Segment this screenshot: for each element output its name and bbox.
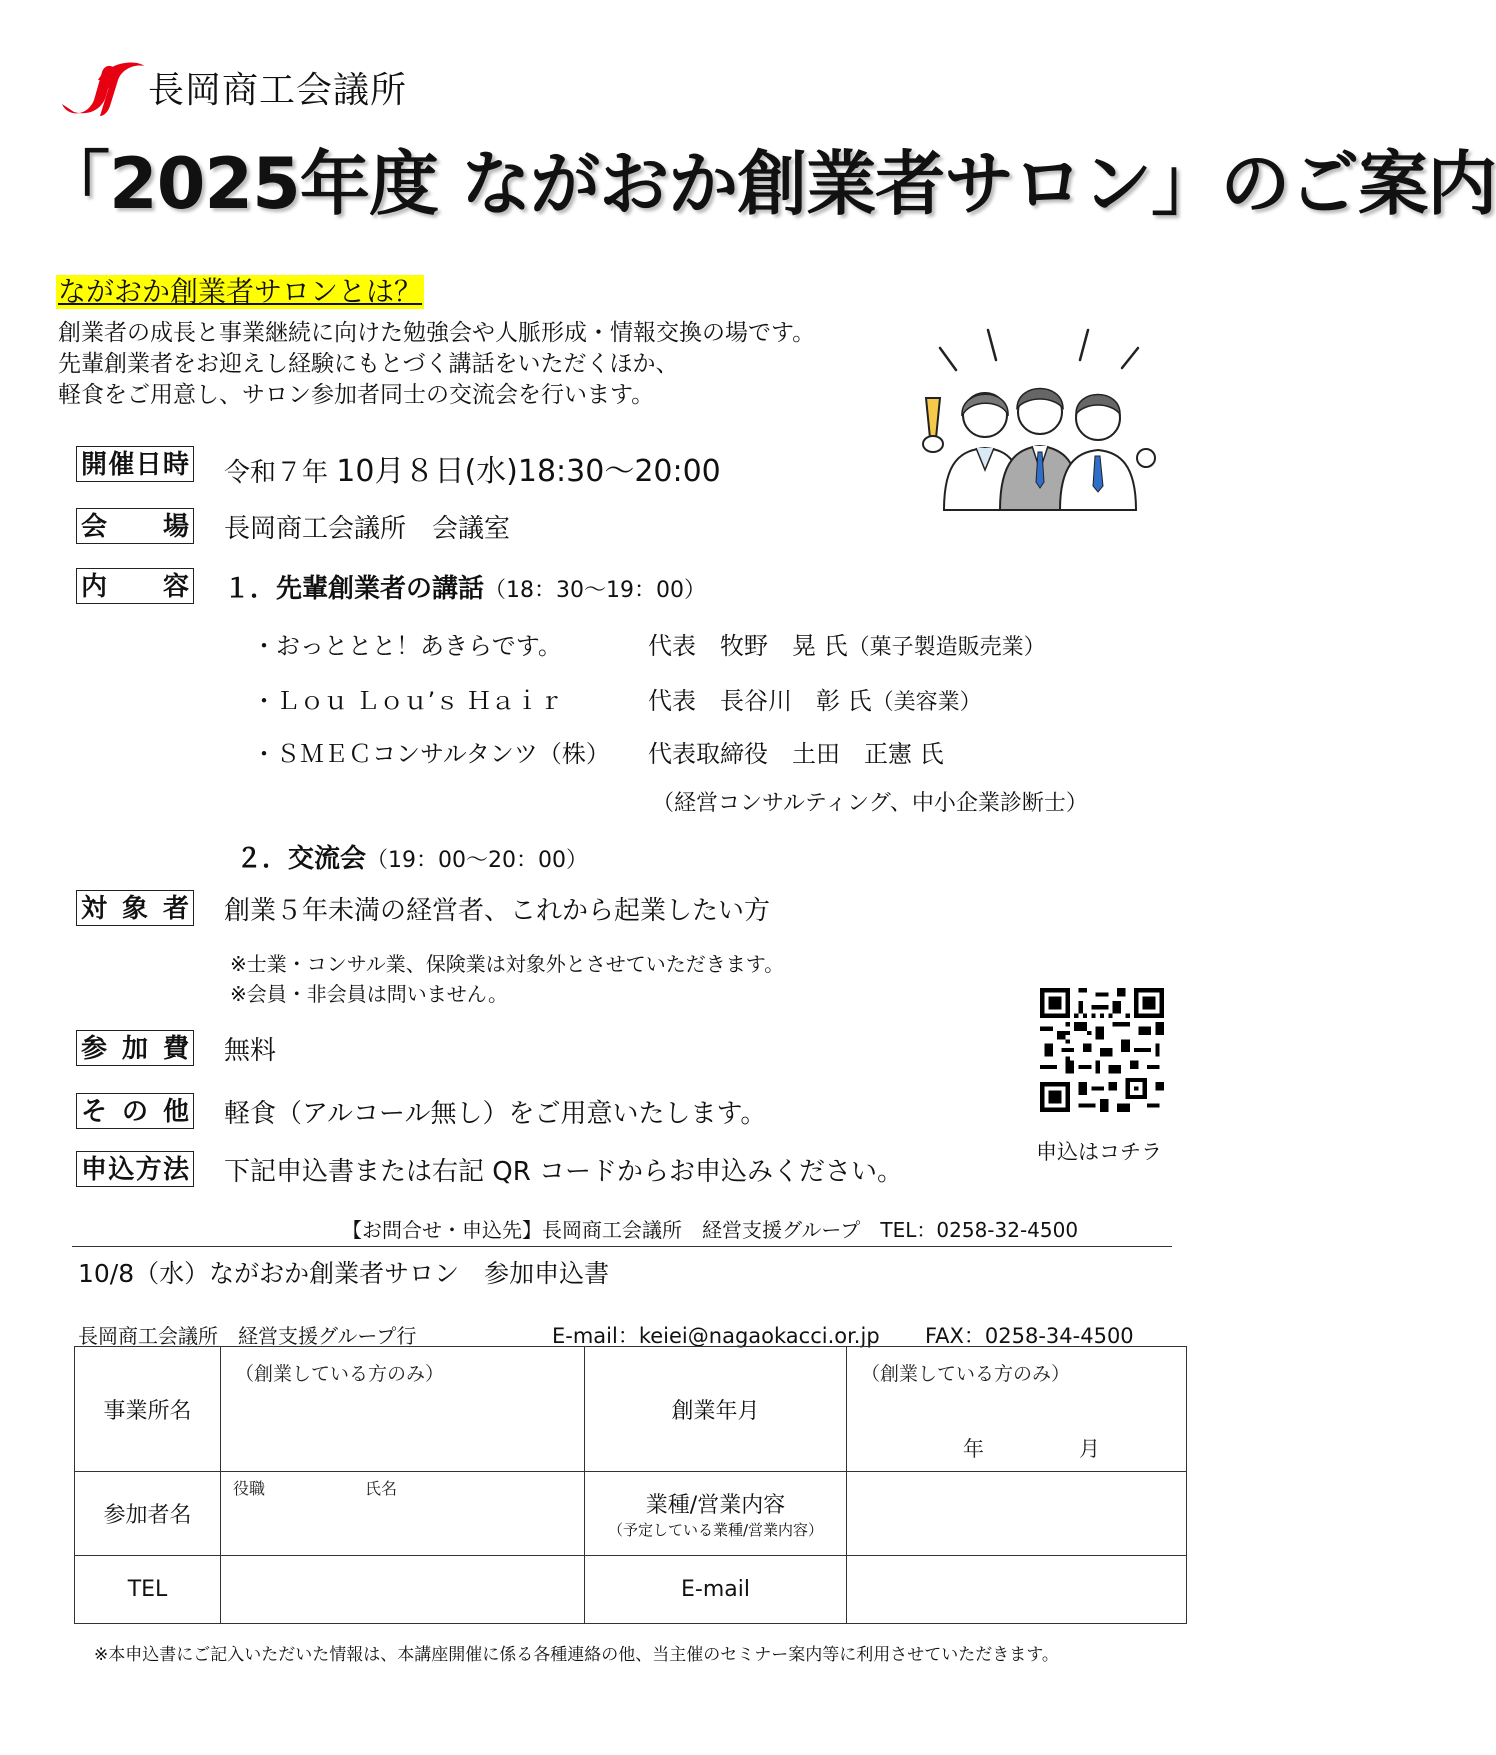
fee-label: 参 加 費 [76, 1030, 194, 1066]
business-name-label: 事業所名 [75, 1347, 221, 1472]
other-label: そ の 他 [76, 1093, 194, 1129]
part1-time: （18：30～19：00） [484, 578, 706, 603]
participant-field[interactable] [221, 1472, 585, 1556]
industry-field[interactable] [847, 1472, 1187, 1556]
content-label: 内 容 [76, 568, 194, 604]
tel-field[interactable] [221, 1556, 585, 1624]
target-value: 創業５年未満の経営者、これから起業したい方 [224, 896, 771, 926]
part2-time: （19：00～20：00） [366, 848, 588, 873]
email-field[interactable] [847, 1556, 1187, 1624]
about-heading: ながおか創業者サロンとは？ [58, 275, 423, 308]
form-email: E-mail：keiei@nagaokacci.or.jp [552, 1324, 880, 1348]
chamber-logo [58, 60, 148, 118]
speaker-2-name: ・Ｌｏｕ Ｌｏｕ’ｓ Ｈａｉｒ [252, 687, 563, 715]
about-line: 先輩創業者をお迎えし経験にもとづく講話をいただくほか、 [58, 351, 679, 377]
year-label: 年 [963, 1437, 984, 1461]
speaker-3-name: ・ＳＭＥＣコンサルタンツ（株） [252, 740, 610, 768]
divider [72, 1246, 1172, 1247]
apply-label: 申込方法 [76, 1151, 194, 1187]
speaker-2-role: 代表 長谷川 彰 氏（美容業） [648, 687, 982, 715]
position-label: 役職 [233, 1479, 266, 1498]
industry-label: 業種/営業内容 （予定している業種/営業内容） [585, 1472, 847, 1556]
founders-only-hint: （創業している方のみ） [861, 1363, 1071, 1385]
founded-field[interactable] [847, 1347, 1187, 1472]
speaker-1-name: ・おっととと！あきらです。 [252, 632, 562, 660]
target-note: ※士業・コンサル業、保険業は対象外とさせていただきます。 [230, 952, 785, 976]
application-form [74, 1346, 1187, 1624]
speaker-3-role: 代表取締役 土田 正憲 氏 [648, 740, 944, 768]
part1-title: １．先輩創業者の講話 [224, 574, 485, 604]
event-date [224, 446, 721, 490]
venue-label: 会 場 [76, 508, 194, 544]
about-line: 創業者の成長と事業継続に向けた勉強会や人脈形成・情報交換の場です。 [58, 320, 816, 346]
participant-label: 参加者名 [75, 1472, 221, 1556]
date-label: 開催日時 [76, 446, 194, 482]
page-title: 「2025年度 ながおか創業者サロン」のご案内 [40, 143, 1496, 225]
founded-label: 創業年月 [585, 1347, 847, 1472]
contact-info: 【お問合せ・申込先】長岡商工会議所 経営支援グループ TEL：0258-32-4500 [342, 1218, 1079, 1242]
content-part1 [224, 568, 706, 605]
tel-label: TEL [75, 1556, 221, 1624]
venue-value: 長岡商工会議所 会議室 [224, 514, 511, 544]
business-people-illustration [900, 320, 1180, 515]
target-label: 対 象 者 [76, 890, 194, 926]
qr-code[interactable] [1040, 988, 1164, 1112]
month-label: 月 [1079, 1437, 1100, 1461]
content-part2 [236, 838, 588, 875]
business-name-field[interactable] [221, 1347, 585, 1472]
date-prefix: 令和７年 [224, 458, 329, 488]
qr-caption: 申込はコチラ [1036, 1140, 1162, 1164]
privacy-note: ※本申込書にご記入いただいた情報は、本講座開催に係る各種連絡の他、当主催のセミナー案内等に利用させていただきます。 [94, 1645, 1059, 1665]
form-title: 10/8（水）ながおか創業者サロン 参加申込書 [78, 1259, 610, 1288]
date-main: 10月８日(水)18:30～20:00 [336, 454, 721, 489]
email-label: E-mail [585, 1556, 847, 1624]
speaker-1-role: 代表 牧野 晃 氏（菓子製造販売業） [648, 632, 1046, 660]
fee-value: 無料 [224, 1036, 277, 1066]
industry-note: （予定している業種/営業内容） [607, 1520, 824, 1539]
target-note: ※会員・非会員は問いません。 [230, 982, 508, 1006]
form-fax: FAX：0258-34-4500 [925, 1324, 1134, 1348]
about-line: 軽食をご用意し、サロン参加者同士の交流会を行います。 [58, 382, 655, 408]
founders-only-hint: （創業している方のみ） [235, 1363, 445, 1385]
org-name: 長岡商工会議所 [148, 70, 408, 111]
form-addressee: 長岡商工会議所 経営支援グループ行 [78, 1324, 417, 1348]
apply-value: 下記申込書または右記 QR コードからお申込みください。 [224, 1157, 904, 1187]
part2-title: ２．交流会 [236, 844, 367, 874]
speaker-3-note: （経営コンサルティング、中小企業診断士） [652, 791, 1088, 816]
name-label: 氏名 [365, 1479, 398, 1498]
other-value: 軽食（アルコール無し）をご用意いたします。 [224, 1099, 767, 1129]
